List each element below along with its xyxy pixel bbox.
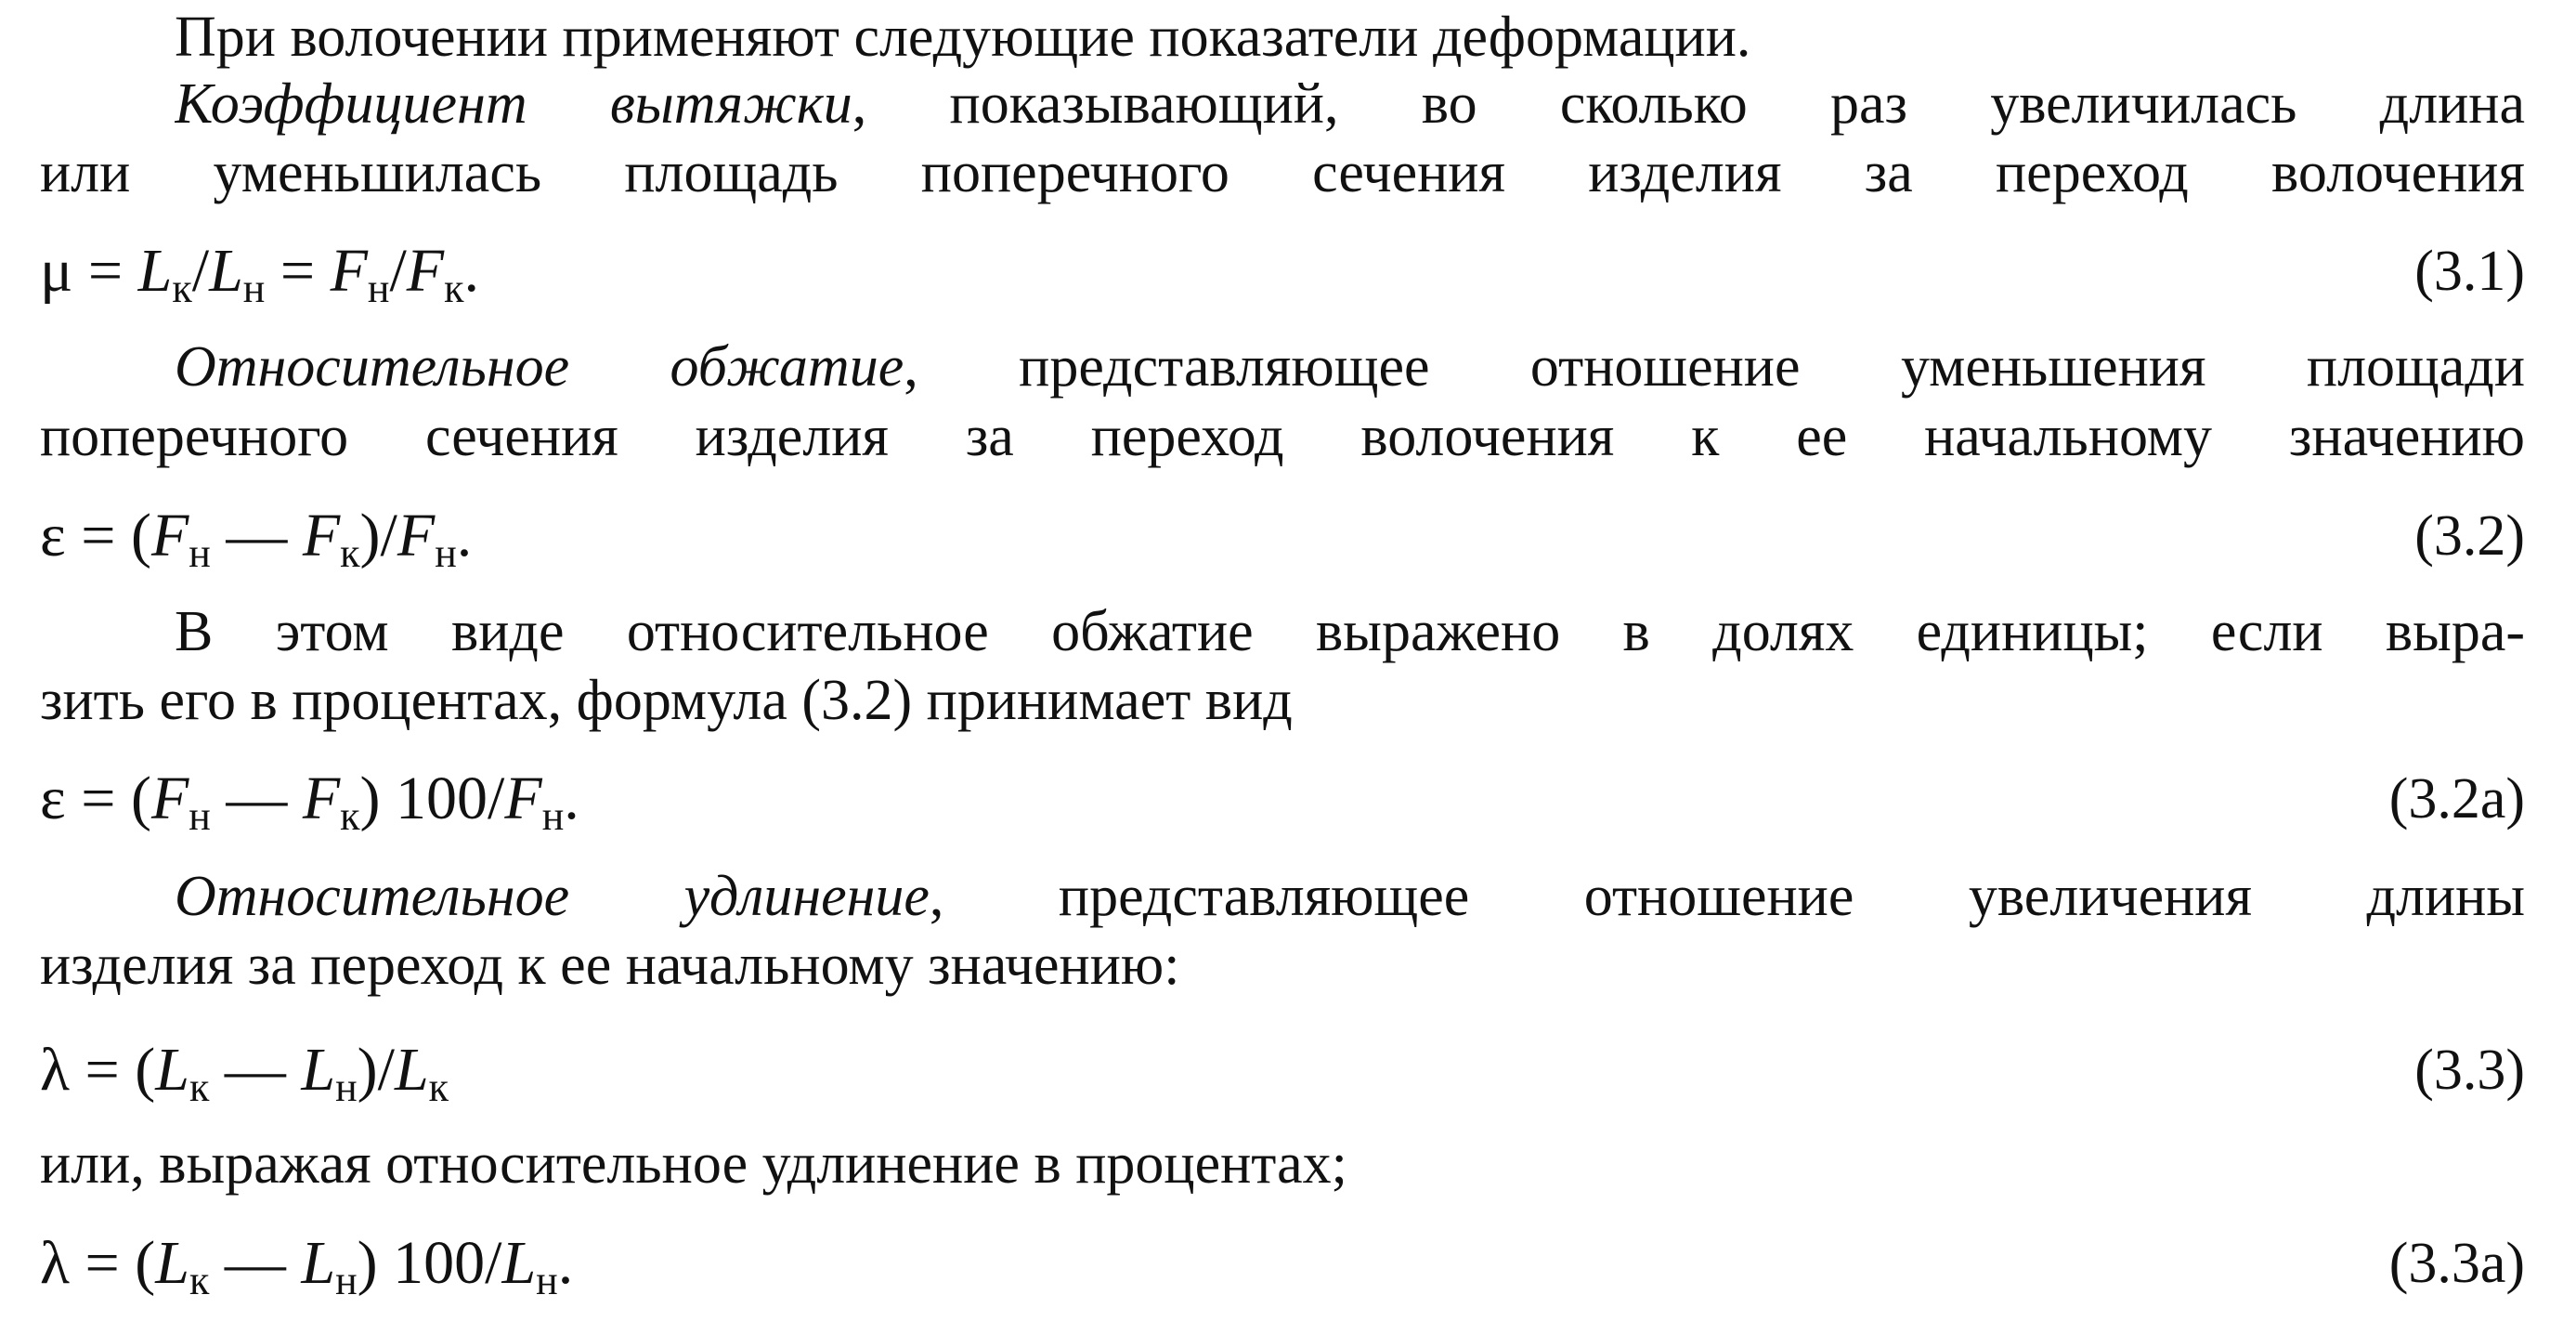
formula-3-3-expression: $\lambda = (L_к$ — $L_н)/L_к$ — [40, 1036, 449, 1110]
paragraph-elongation-percent — [40, 1127, 2525, 1201]
elongation-percent-text: или, выражая относительное удлинение в процентах; — [40, 1132, 1347, 1196]
draw-ratio-text1: , показывающий, во сколько раз увеличилась длина — [852, 72, 2525, 136]
paragraph-elongation-line2 — [40, 928, 2525, 1002]
equation-number-3-2a: (3.2a) — [2388, 767, 2525, 831]
equation-number-3-1: (3.1) — [2414, 240, 2525, 303]
formula-3-2a-expression: $\varepsilon = (F_н$ — $F_к$) $100/F_н$. — [40, 765, 579, 839]
paragraph-elongation-line1 — [175, 859, 2525, 934]
formula-3-1-expression: $\mu = L_к/L_н = F_н/F_к$. — [40, 237, 480, 311]
intro-text: При волочении применяют следующие показатели деформации. — [175, 6, 1751, 69]
draw-ratio-text2: или уменьшилась площадь поперечного сечения изделия за переход волочения — [40, 141, 2525, 204]
formula-3-2-expression: $\varepsilon = (F_н$ — $F_к)/F_н$. — [40, 502, 473, 576]
paragraph-reduction-line2 — [40, 399, 2525, 474]
equation-number-3-3: (3.3) — [2414, 1039, 2525, 1102]
reduction-text2: поперечного сечения изделия за переход волочения к ее начальному значению — [40, 405, 2525, 468]
elongation-text2: изделия за переход к ее начальному значению: — [40, 934, 1180, 997]
paragraph-percent-line2 — [40, 663, 2525, 738]
paragraph-intro — [175, 0, 2525, 74]
reduction-text1: , представляющее отношение уменьшения площади — [904, 335, 2525, 399]
elongation-text1: , представляющее отношение увеличения длины — [929, 865, 2525, 928]
percent-text1: В этом виде относительное обжатие выражено в долях единицы; если выра- — [175, 600, 2525, 663]
equation-number-3-3a: (3.3a) — [2388, 1232, 2525, 1295]
term-relative-elongation: Относительное удлинение — [175, 865, 930, 928]
term-relative-reduction: Относительное обжатие — [175, 335, 904, 399]
percent-text2: зить его в процентах, формула (3.2) принимает вид — [40, 669, 1293, 732]
paragraph-draw-ratio-line1 — [175, 67, 2525, 141]
paragraph-draw-ratio-line2 — [40, 136, 2525, 210]
term-draw-ratio: Коэффициент вытяжки — [175, 72, 852, 136]
paragraph-percent-line1 — [175, 595, 2525, 669]
paragraph-reduction-line1 — [175, 330, 2525, 404]
formula-3-3a-expression: $\lambda = (L_к$ — $L_н$) $100/L_н$. — [40, 1229, 574, 1303]
equation-number-3-2: (3.2) — [2414, 504, 2525, 568]
